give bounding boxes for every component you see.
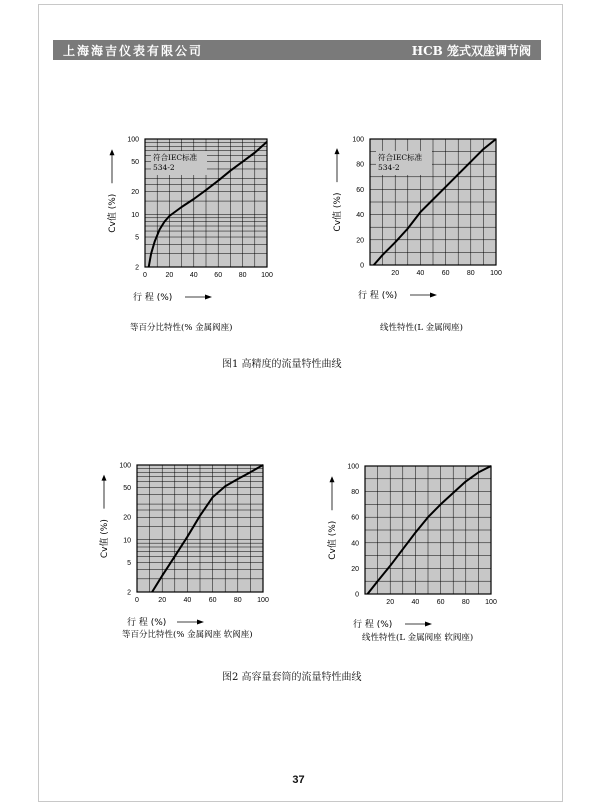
y-tick-label: 5 <box>127 559 131 567</box>
annotation-text: 符合IEC标准 <box>153 153 198 162</box>
x-tick-label: 80 <box>233 597 242 604</box>
y-tick-label: 0 <box>355 591 359 599</box>
x-tick-label: 0 <box>135 597 139 604</box>
chart-subtitle: 线性特性(L 金属阀座) <box>380 323 463 333</box>
x-tick-label: 80 <box>238 272 247 279</box>
x-tick-label: 40 <box>411 599 420 606</box>
y-tick-label: 80 <box>351 489 359 497</box>
company-name: 上海海吉仪表有限公司 <box>63 44 204 58</box>
y-axis-arrow-head <box>330 476 335 482</box>
x-axis-label: 行 程 (%) <box>353 620 393 630</box>
y-tick-label: 100 <box>347 463 359 471</box>
y-axis-label: Cv值 (%) <box>108 193 118 233</box>
x-tick-label: 100 <box>485 599 497 606</box>
page-number: 37 <box>292 774 305 786</box>
x-axis-label: 行 程 (%) <box>127 618 167 628</box>
x-tick-label: 100 <box>490 270 502 277</box>
x-axis-arrow-head <box>205 295 212 300</box>
x-tick-label: 60 <box>436 599 445 606</box>
x-tick-label: 60 <box>208 597 217 604</box>
header-bar <box>53 40 541 60</box>
y-tick-label: 2 <box>127 589 131 597</box>
x-tick-label: 0 <box>143 272 147 279</box>
x-tick-label: 20 <box>391 270 400 277</box>
chart-subtitle: 等百分比特性(% 金属阀座 软阀座) <box>122 630 253 640</box>
annotation-text: 534-2 <box>378 163 400 172</box>
y-tick-label: 2 <box>135 264 139 272</box>
chart-equal-percentage-high-capacity <box>90 455 300 655</box>
x-tick-label: 100 <box>257 597 269 604</box>
y-axis-arrow-head <box>335 148 340 154</box>
y-tick-label: 60 <box>351 514 359 522</box>
y-axis-label: Cv值 (%) <box>328 520 338 560</box>
x-tick-label: 20 <box>386 599 395 606</box>
x-tick-label: 40 <box>416 270 425 277</box>
y-tick-label: 20 <box>123 514 131 522</box>
product-title: HCB 笼式双座调节阀 <box>411 44 531 58</box>
y-tick-label: 80 <box>356 161 364 169</box>
chart-subtitle: 等百分比特性(% 金属阀座) <box>130 323 233 333</box>
y-tick-label: 20 <box>356 237 364 245</box>
chart-subtitle: 线性特性(L 金属阀座 软阀座) <box>362 633 474 643</box>
y-axis-arrow-head <box>110 149 115 155</box>
y-tick-label: 5 <box>135 234 139 242</box>
chart-linear-high-capacity <box>320 455 530 655</box>
y-tick-label: 0 <box>360 262 364 270</box>
x-tick-label: 40 <box>189 272 198 279</box>
x-tick-label: 100 <box>261 272 273 279</box>
y-tick-label: 50 <box>131 159 139 167</box>
y-tick-label: 10 <box>123 537 131 545</box>
x-axis-label: 行 程 (%) <box>358 291 398 301</box>
y-tick-label: 40 <box>351 540 359 548</box>
x-axis-arrow-head <box>430 293 437 298</box>
y-tick-label: 20 <box>131 189 139 197</box>
y-tick-label: 20 <box>351 565 359 573</box>
x-tick-label: 80 <box>466 270 475 277</box>
x-axis-arrow-head <box>425 622 432 627</box>
y-tick-label: 100 <box>119 462 131 470</box>
y-axis-arrow-head <box>102 475 107 481</box>
y-tick-label: 60 <box>356 186 364 194</box>
x-tick-label: 20 <box>165 272 174 279</box>
y-axis-label: Cv值 (%) <box>333 192 343 232</box>
y-tick-label: 40 <box>356 212 364 220</box>
x-axis-arrow-head <box>197 620 204 625</box>
figure-1-caption: 图1 高精度的流量特性曲线 <box>222 359 342 370</box>
y-axis-label: Cv值 (%) <box>100 519 110 559</box>
chart-equal-percentage-high-precision <box>100 125 300 345</box>
x-tick-label: 20 <box>158 597 167 604</box>
x-tick-label: 40 <box>183 597 192 604</box>
x-tick-label: 60 <box>441 270 450 277</box>
figure-2-caption: 图2 高容量套筒的流量特性曲线 <box>222 672 362 683</box>
x-tick-label: 80 <box>461 599 470 606</box>
chart-linear-high-precision <box>330 125 530 345</box>
annotation-text: 534-2 <box>153 163 175 172</box>
y-tick-label: 10 <box>131 211 139 219</box>
y-tick-label: 50 <box>123 485 131 493</box>
y-tick-label: 100 <box>352 136 364 144</box>
y-tick-label: 100 <box>127 136 139 144</box>
x-tick-label: 60 <box>214 272 223 279</box>
x-axis-label: 行 程 (%) <box>133 293 173 303</box>
annotation-text: 符合IEC标准 <box>378 153 423 162</box>
